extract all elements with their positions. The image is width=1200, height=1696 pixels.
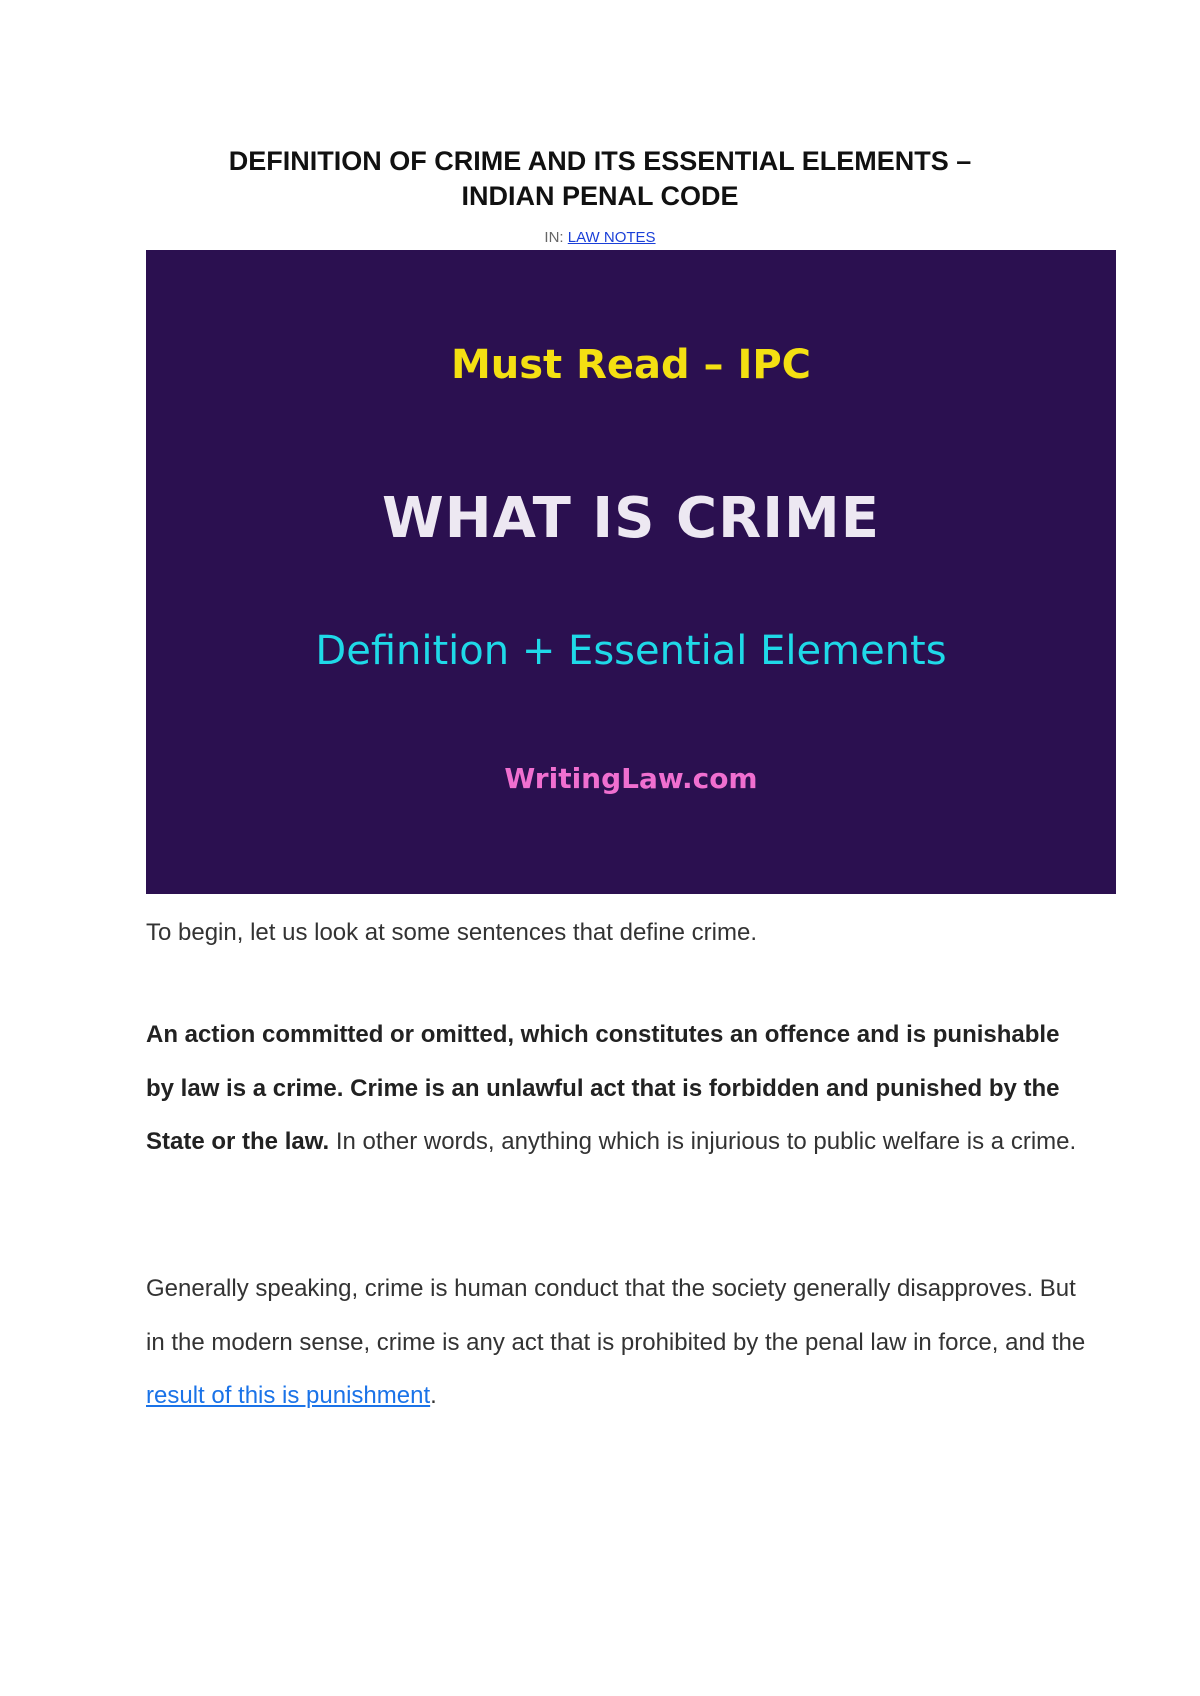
banner-headline: WHAT IS CRIME [381,486,881,551]
article-title [146,144,1054,214]
article-title-line1: DEFINITION OF CRIME AND ITS ESSENTIAL ELEMENTS – [228,146,972,176]
banner-subheadline: Definition + Essential Elements [315,628,947,674]
intro-paragraph: To begin, let us look at some sentences that define crime. [146,919,758,946]
featured-banner-image [146,250,1116,894]
definition-paragraph [146,1008,1086,1169]
banner-must-read: Must Read – IPC [450,342,812,388]
article-title-line2: INDIAN PENAL CODE [461,181,739,211]
banner-site-name: WritingLaw.com [504,762,758,795]
category-line [146,229,1054,247]
punishment-link[interactable]: result of this is punishment [146,1382,431,1409]
modern-sense-paragraph [146,1262,1086,1423]
definition-plain-text: In other words, anything which is injurious to public welfare is a crime. [329,1128,1077,1155]
modern-sense-text: Generally speaking, crime is human conduct that the society generally disapproves. But in the modern sense, crime is any act that is prohibited by the penal law in force, and the [146,1275,1086,1356]
modern-sense-end: . [430,1382,437,1409]
category-prefix: IN: [544,229,564,246]
category-link[interactable]: LAW NOTES [567,229,656,246]
definition-bold-text: An action committed or omitted, which constitutes an offence and is punishable by law is a crime. Crime is an unlawful act that is forbidden and punished by the State or the law. [146,1021,1060,1155]
